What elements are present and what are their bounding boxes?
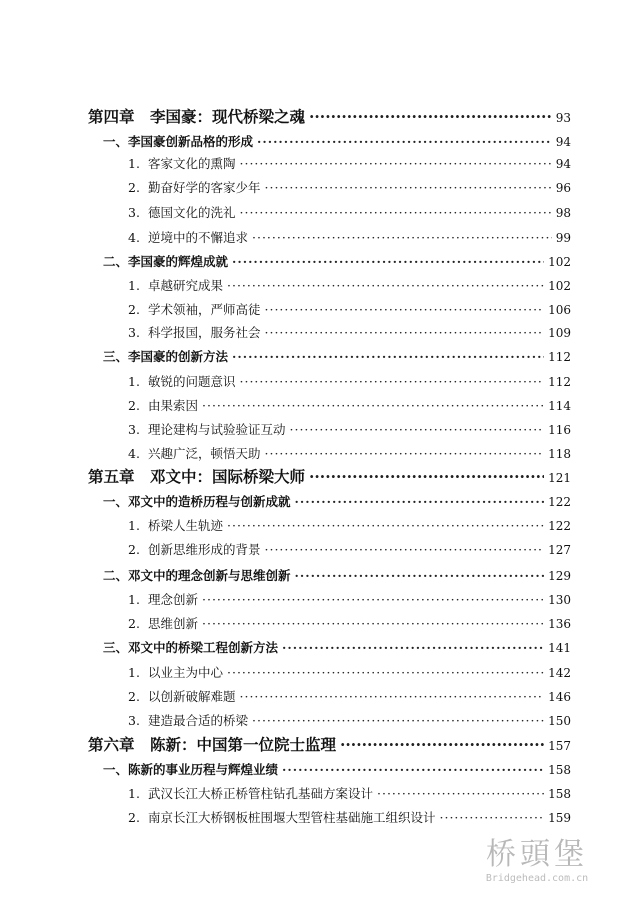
page-number: 99 — [555, 231, 571, 245]
toc-item — [128, 662, 571, 684]
dot-leader — [309, 106, 552, 128]
dot-leader — [265, 299, 545, 321]
item-title: 理念创新 — [148, 592, 199, 607]
item-number: 1. — [128, 156, 140, 171]
chapter-title: 第六章 陈新：中国第一位院士监理 — [88, 735, 337, 754]
item-title: 兴趣广泛，顿悟天助 — [148, 446, 261, 461]
page-number: 127 — [548, 543, 571, 557]
page-number: 130 — [548, 593, 571, 607]
toc-item — [128, 443, 571, 465]
item-title: 建造最合适的桥梁 — [148, 713, 249, 728]
watermark-cn: 桥頭堡 — [486, 837, 588, 872]
item-title: 科学报国，服务社会 — [148, 325, 261, 340]
dot-leader — [232, 346, 544, 368]
section-title: 三、李国豪的创新方法 — [103, 349, 229, 364]
item-number: 2. — [128, 398, 140, 413]
dot-leader — [282, 637, 544, 659]
item-number: 1. — [128, 374, 140, 389]
page-number: 102 — [548, 255, 571, 269]
dot-leader — [227, 515, 544, 537]
toc-section — [103, 759, 571, 781]
page-number: 121 — [548, 471, 571, 485]
item-number: 1. — [128, 665, 140, 680]
page-number: 159 — [548, 811, 571, 825]
toc-item — [128, 153, 571, 175]
dot-leader — [265, 322, 545, 344]
page-number: 118 — [548, 447, 571, 461]
item-number: 2. — [128, 689, 140, 704]
dot-leader — [257, 131, 552, 153]
page-number: 94 — [555, 135, 571, 149]
watermark-logo — [467, 829, 607, 884]
item-title: 理论建构与试验验证互动 — [148, 422, 286, 437]
toc-item — [128, 515, 571, 537]
toc-item — [128, 686, 571, 708]
dot-leader — [340, 734, 544, 756]
dot-leader — [295, 565, 545, 587]
dot-leader — [252, 710, 544, 732]
item-title: 德国文化的洗礼 — [148, 205, 236, 220]
item-title: 卓越研究成果 — [148, 278, 224, 293]
item-number: 3. — [128, 205, 140, 220]
item-title: 勤奋好学的客家少年 — [148, 180, 261, 195]
chapter-title: 第五章 邓文中：国际桥梁大师 — [88, 467, 306, 486]
toc-item — [128, 371, 571, 393]
item-number: 2. — [128, 616, 140, 631]
dot-leader — [377, 783, 544, 805]
section-title: 二、邓文中的理念创新与思维创新 — [103, 568, 291, 583]
page-number: 122 — [548, 495, 571, 509]
item-number: 2. — [128, 180, 140, 195]
item-number: 1. — [128, 278, 140, 293]
toc-item — [128, 589, 571, 611]
page-number: 98 — [555, 206, 571, 220]
section-title: 一、邓文中的造桥历程与创新成就 — [103, 494, 291, 509]
toc-section — [103, 346, 571, 368]
section-title: 一、李国豪创新品格的形成 — [103, 134, 254, 149]
dot-leader — [265, 443, 545, 465]
dot-leader — [282, 759, 544, 781]
page-number: 122 — [548, 519, 571, 533]
page-number: 112 — [548, 375, 571, 389]
dot-leader — [202, 589, 544, 611]
dot-leader — [227, 275, 544, 297]
item-number: 1. — [128, 518, 140, 533]
toc-item — [128, 322, 571, 344]
toc-chapter — [88, 734, 571, 756]
dot-leader — [265, 177, 552, 199]
toc-item — [128, 395, 571, 417]
toc-item — [128, 227, 571, 249]
toc-chapter — [88, 106, 571, 128]
page-number: 146 — [548, 690, 571, 704]
toc-section — [103, 131, 571, 153]
toc-item — [128, 783, 571, 805]
dot-leader — [290, 419, 545, 441]
page-number: 112 — [548, 350, 571, 364]
item-title: 创新思维形成的背景 — [148, 542, 261, 557]
dot-leader — [240, 202, 552, 224]
section-title: 三、邓文中的桥梁工程创新方法 — [103, 640, 279, 655]
item-title: 桥梁人生轨迹 — [148, 518, 224, 533]
page-number: 109 — [548, 326, 571, 340]
item-title: 思维创新 — [148, 616, 199, 631]
toc-item — [128, 613, 571, 635]
section-title: 二、李国豪的辉煌成就 — [103, 254, 229, 269]
item-title: 武汉长江大桥正桥管柱钻孔基础方案设计 — [148, 786, 374, 801]
toc-section — [103, 637, 571, 659]
toc-item — [128, 275, 571, 297]
section-title: 一、陈新的事业历程与辉煌业绩 — [103, 762, 279, 777]
item-title: 以业主为中心 — [148, 665, 224, 680]
item-title: 客家文化的熏陶 — [148, 156, 236, 171]
page-number: 106 — [548, 303, 571, 317]
item-title: 以创新破解难题 — [148, 689, 236, 704]
page-number: 142 — [548, 666, 571, 680]
toc-item — [128, 299, 571, 321]
toc-section — [103, 491, 571, 513]
page-number: 116 — [548, 423, 571, 437]
dot-leader — [309, 466, 544, 488]
page-number: 96 — [555, 181, 571, 195]
toc-item — [128, 177, 571, 199]
dot-leader — [440, 807, 545, 829]
dot-leader — [240, 686, 545, 708]
item-number: 1. — [128, 786, 140, 801]
item-number: 2. — [128, 810, 140, 825]
item-number: 3. — [128, 422, 140, 437]
item-number: 4. — [128, 230, 140, 245]
watermark-url: Bridgehead.com.cn — [485, 873, 589, 884]
page-number: 114 — [548, 399, 571, 413]
page-number: 136 — [548, 617, 571, 631]
toc-item — [128, 419, 571, 441]
page-number: 141 — [548, 641, 571, 655]
page-number: 158 — [548, 787, 571, 801]
item-title: 逆境中的不懈追求 — [148, 230, 249, 245]
item-title: 由果索因 — [148, 398, 199, 413]
page-number: 94 — [555, 157, 571, 171]
page-number: 102 — [548, 279, 571, 293]
item-number: 3. — [128, 325, 140, 340]
toc-section — [103, 565, 571, 587]
item-number: 4. — [128, 446, 140, 461]
dot-leader — [202, 395, 544, 417]
dot-leader — [240, 371, 545, 393]
dot-leader — [232, 251, 544, 273]
item-title: 南京长江大桥钢板桩围堰大型管柱基础施工组织设计 — [148, 810, 436, 825]
toc-chapter — [88, 466, 571, 488]
page-number: 150 — [548, 714, 571, 728]
item-title: 敏锐的问题意识 — [148, 374, 236, 389]
page-number: 158 — [548, 763, 571, 777]
toc-item — [128, 539, 571, 561]
toc-item — [128, 202, 571, 224]
dot-leader — [202, 613, 544, 635]
item-number: 3. — [128, 713, 140, 728]
item-number: 1. — [128, 592, 140, 607]
dot-leader — [265, 539, 545, 561]
toc-item — [128, 807, 571, 829]
dot-leader — [240, 153, 552, 175]
item-title: 学术领袖，严师高徒 — [148, 302, 261, 317]
item-number: 2. — [128, 542, 140, 557]
item-number: 2. — [128, 302, 140, 317]
page-number: 129 — [548, 569, 571, 583]
toc-section — [103, 251, 571, 273]
chapter-title: 第四章 李国豪：现代桥梁之魂 — [88, 107, 306, 126]
toc-item — [128, 710, 571, 732]
dot-leader — [252, 227, 552, 249]
dot-leader — [227, 662, 544, 684]
page-number: 93 — [555, 111, 571, 125]
page-number: 157 — [548, 739, 571, 753]
dot-leader — [295, 491, 545, 513]
